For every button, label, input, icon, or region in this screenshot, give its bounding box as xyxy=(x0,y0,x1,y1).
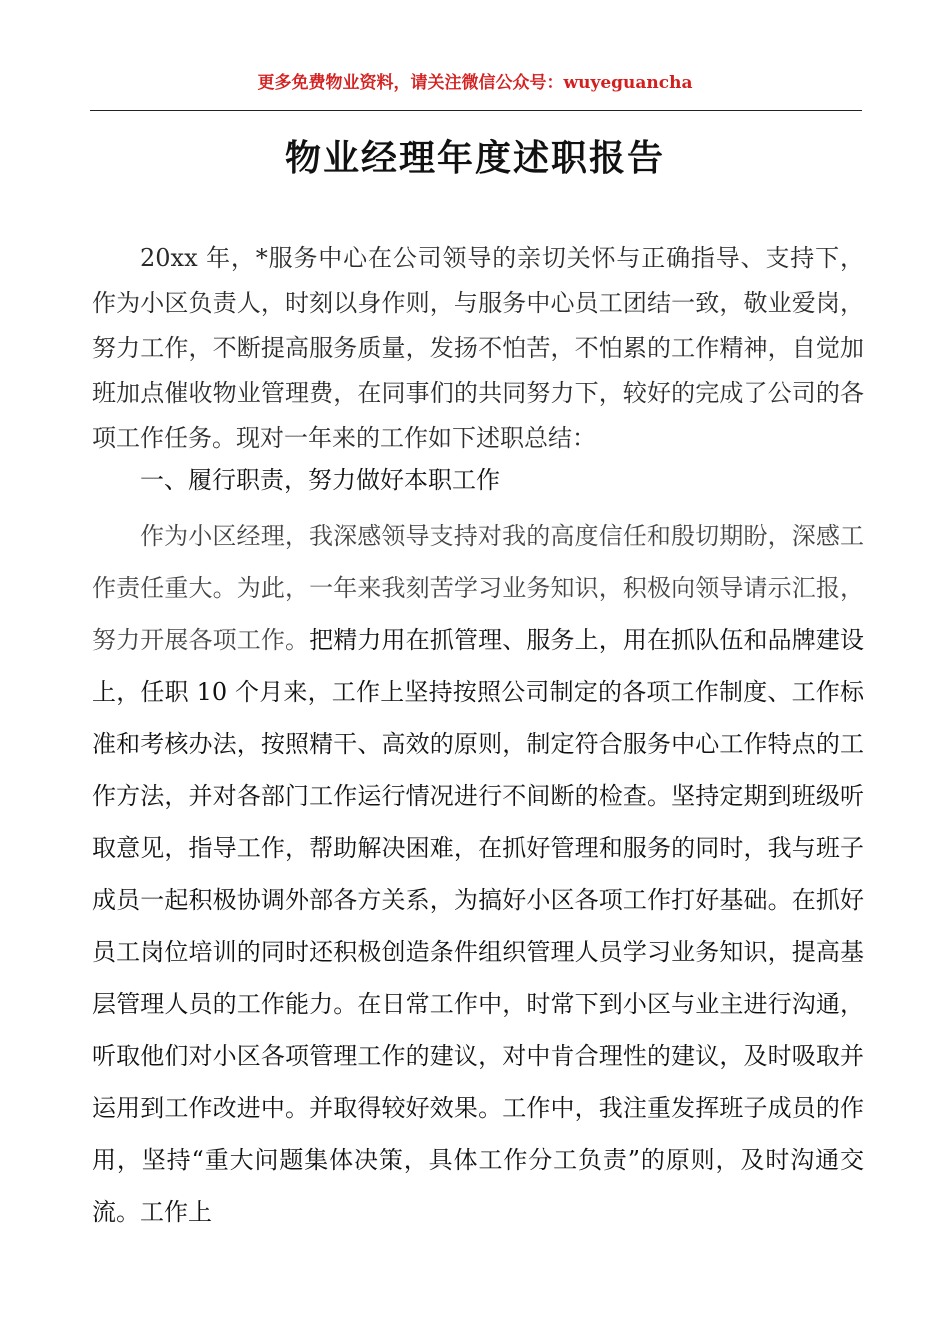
section-paragraph xyxy=(92,510,864,1238)
section-paragraph-lead: 作为小区经理，我深感领导支持对我的高度信任和殷切期盼，深感工作责任重大。为此，一年来我刻苦学习业务知识，积极向领导请示汇报，努力开展各项工作。 xyxy=(92,522,864,654)
intro-paragraph-text: 20xx 年，*服务中心在公司领导的亲切关怀与正确指导、支持下，作为小区负责人，时刻以身作则，与服务中心员工团结一致，敬业爱岗，努力工作，不断提高服务质量，发扬不怕苦，不怕累的工作精神，自觉加班加点催收物业管理费，在同事们的共同努力下，较好的完成了公司的各项工作任务。现对一年来的工作如下述职总结： xyxy=(92,244,864,452)
header-promo-note: 更多免费物业资料，请关注微信公众号：wuyeguancha xyxy=(257,73,693,93)
header-divider xyxy=(90,110,862,111)
section-heading: 一、履行职责，努力做好本职工作 xyxy=(140,466,500,494)
intro-paragraph xyxy=(92,236,864,461)
section-paragraph-rest: 把精力用在抓管理、服务上，用在抓队伍和品牌建设上，任职 10 个月来，工作上坚持按照公司制定的各项工作制度、工作标准和考核办法，按照精干、高效的原则，制定符合服务中心工作特点的工作方法，并对各部门工作运行情况进行不间断的检查。坚持定期到班级听取意见，指导工作，帮助解决困难，在抓好管理和服务的同时，我与班子成员一起积极协调外部各方关系，为搞好小区各项工作打好基础。在抓好员工岗位培训的同时还积极创造条件组织管理人员学习业务知识，提高基层管理人员的工作能力。在日常工作中，时常下到小区与业主进行沟通，听取他们对小区各项管理工作的建议，对中肯合理性的建议，及时吸取并运用到工作改进中。并取得较好效果。工作中，我注重发挥班子成员的作用，坚持“重大问题集体决策，具体工作分工负责”的原则，及时沟通交流。工作上 xyxy=(92,626,865,1226)
document-title: 物业经理年度述职报告 xyxy=(284,137,665,179)
